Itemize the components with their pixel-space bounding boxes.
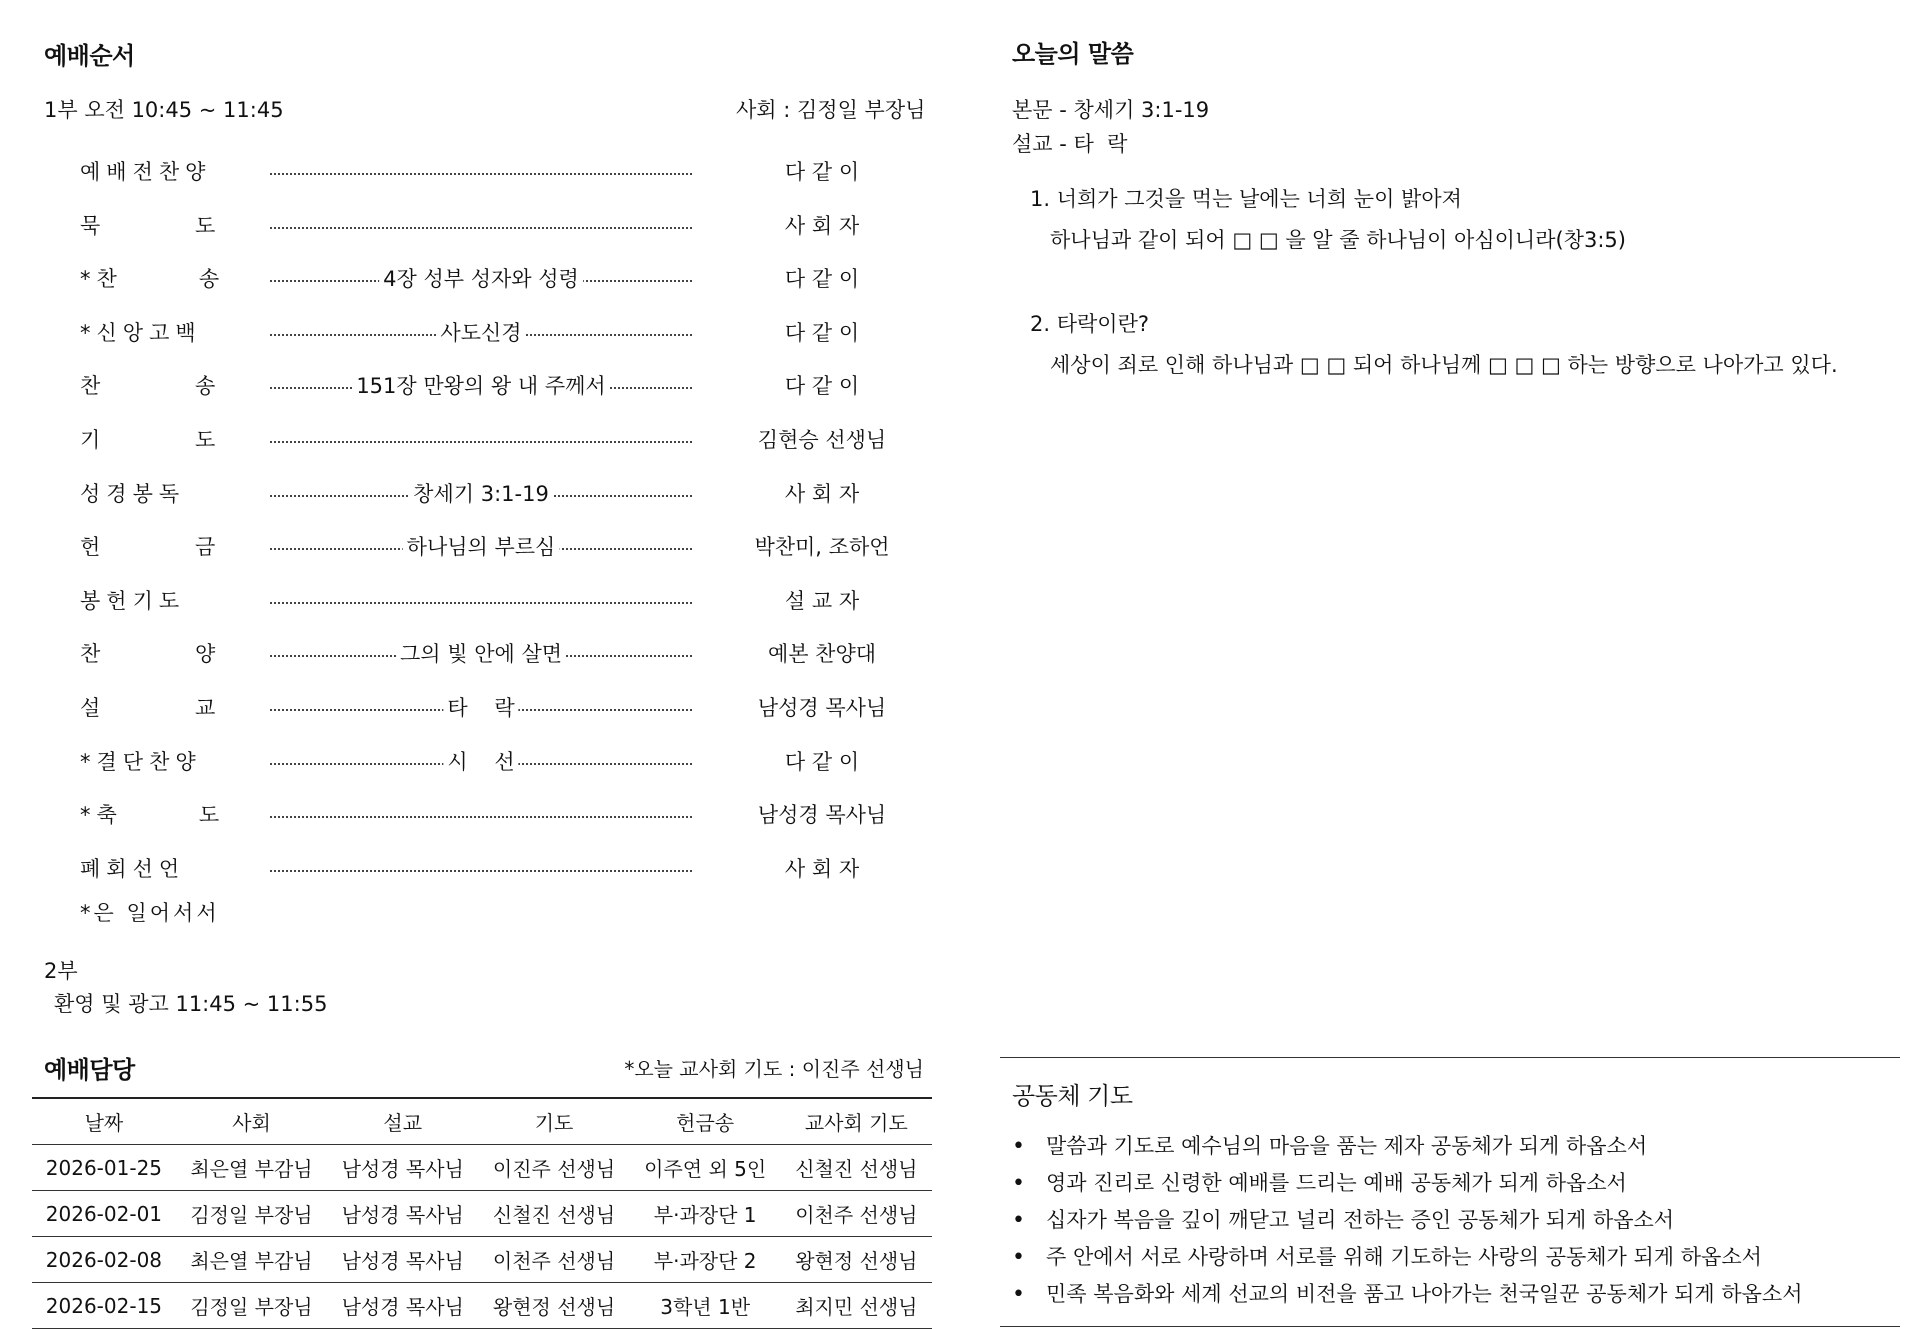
cell-teacher-prayer: 신철진 선생님 (795, 1157, 918, 1181)
question-2-blank-line: 세상이 죄로 인해 하나님과 □ □ 되어 하나님께 □ □ □ 하는 방향으로 나아가고 있다. (1050, 353, 1838, 377)
cell-offering-song: 부·과장단 1 (653, 1203, 757, 1227)
list-item: • 영과 진리로 신령한 예배를 드리는 예배 공동체가 되게 하옵소서 (1010, 1165, 1802, 1202)
order-item-name: 찬 송 (80, 374, 222, 399)
order-item-name: 폐회선언 (80, 856, 186, 881)
order-item-name: 찬 양 (80, 642, 222, 667)
order-row (80, 317, 940, 353)
dotted-leader (270, 585, 692, 615)
order-item-name: *축 도 (80, 803, 226, 828)
part2-detail: 환영 및 광고 11:45 ~ 11:55 (54, 992, 328, 1016)
order-row (80, 585, 940, 621)
cell-date: 2026-02-08 (45, 1247, 163, 1272)
part1-time: 1부 오전 10:45 ~ 11:45 (44, 98, 284, 122)
header-date: 날짜 (84, 1111, 124, 1135)
cell-prayer: 이진주 선생님 (492, 1157, 616, 1181)
scripture-text: 본문 - 창세기 3:1-19 (1012, 98, 1210, 122)
todays-word-title: 오늘의 말씀 (1012, 40, 1134, 68)
dotted-leader (270, 370, 692, 400)
question-2: 2. 타락이란? (1030, 312, 1150, 336)
cell-prayer: 신철진 선생님 (492, 1203, 616, 1227)
dotted-leader (270, 210, 692, 240)
order-row (80, 156, 940, 192)
list-item: • 민족 복음화와 세계 선교의 비전을 품고 나아가는 천국일꾼 공동체가 되게 하옵소서 (1010, 1276, 1802, 1313)
cell-sermon: 남성경 목사님 (341, 1249, 464, 1273)
cell-teacher-prayer: 이천주 선생님 (795, 1203, 918, 1227)
header-teacher-prayer: 교사회 기도 (804, 1111, 908, 1135)
header-offering-song: 헌금송 (676, 1111, 735, 1135)
order-item-person: 사 회 자 (784, 213, 860, 238)
order-row (80, 531, 940, 567)
order-item-name: 성경봉독 (80, 481, 186, 506)
cell-offering-song: 3학년 1반 (660, 1295, 751, 1319)
cell-date: 2026-02-01 (45, 1201, 163, 1226)
header-leader: 사회 (232, 1111, 271, 1135)
cell-leader: 최은열 부감님 (190, 1157, 313, 1181)
table-row (32, 1191, 932, 1237)
list-item: • 주 안에서 서로 사랑하며 서로를 위해 기도하는 사랑의 공동체가 되게 하옵소서 (1010, 1239, 1802, 1276)
service-duty-title: 예배담당 (44, 1056, 135, 1084)
order-item-detail: 타 락 (443, 692, 518, 722)
order-item-person: 다 같 이 (784, 749, 860, 774)
table-row (32, 1237, 932, 1283)
order-item-name: 예배전찬양 (80, 160, 212, 184)
order-row (80, 853, 940, 889)
dotted-leader (270, 263, 692, 293)
order-row (80, 424, 940, 460)
order-item-person: 김현승 선생님 (757, 428, 887, 452)
service-leader: 사회 : 김정일 부장님 (736, 98, 926, 122)
worship-order-title: 예배순서 (44, 42, 135, 70)
community-prayer-title: 공동체 기도 (1012, 1082, 1133, 1110)
order-item-person: 설 교 자 (784, 588, 860, 613)
community-prayer-top-rule (1000, 1057, 1900, 1058)
community-prayer-list (1010, 1128, 1802, 1313)
list-item: • 말씀과 기도로 예수님의 마음을 품는 제자 공동체가 되게 하옵소서 (1010, 1128, 1802, 1165)
order-row (80, 370, 940, 406)
order-item-person: 남성경 목사님 (757, 696, 887, 720)
standing-note: *은 일어서서 (80, 901, 220, 925)
cell-prayer: 왕현정 선생님 (492, 1295, 616, 1319)
order-row (80, 210, 940, 246)
order-row (80, 638, 940, 674)
order-item-name: 설 교 (80, 696, 222, 720)
table-row (32, 1145, 932, 1191)
cell-teacher-prayer: 왕현정 선생님 (795, 1249, 918, 1273)
order-row (80, 692, 940, 728)
dotted-leader (270, 156, 692, 186)
cell-offering-song: 이주연 외 5인 (644, 1157, 767, 1181)
question-1: 1. 너희가 그것을 먹는 날에는 너희 눈이 밝아져 (1030, 187, 1462, 211)
order-item-detail: 창세기 3:1-19 (409, 478, 553, 508)
cell-date: 2026-02-15 (45, 1293, 163, 1318)
order-item-name: *신앙고백 (80, 320, 202, 345)
order-row (80, 799, 940, 835)
part2-label: 2부 (44, 959, 78, 983)
dotted-leader (270, 799, 692, 829)
table-header-row (32, 1098, 932, 1145)
dotted-leader (270, 424, 692, 454)
order-item-detail: 그의 빛 안에 살면 (396, 638, 566, 668)
order-item-person: 예본 찬양대 (767, 642, 877, 667)
cell-leader: 최은열 부감님 (190, 1249, 313, 1273)
cell-leader: 김정일 부장님 (190, 1203, 313, 1227)
dotted-leader (270, 478, 692, 508)
order-row (80, 478, 940, 514)
dotted-leader (270, 746, 692, 776)
teacher-prayer-note: *오늘 교사회 기도 : 이진주 선생님 (624, 1057, 924, 1081)
question-1-blank-line: 하나님과 같이 되어 □ □ 을 알 줄 하나님이 아심이니라(창3:5) (1050, 228, 1626, 252)
cell-prayer: 이천주 선생님 (492, 1249, 616, 1273)
cell-date: 2026-01-25 (45, 1155, 163, 1180)
community-prayer-bottom-rule (1000, 1326, 1900, 1327)
order-item-person: 사 회 자 (784, 481, 860, 506)
dotted-leader (270, 853, 692, 883)
order-item-person: 다 같 이 (784, 374, 860, 399)
order-item-person: 박찬미, 조하언 (754, 535, 890, 560)
cell-teacher-prayer: 최지민 선생님 (795, 1295, 918, 1319)
order-item-detail: 사도신경 (436, 317, 525, 347)
cell-sermon: 남성경 목사님 (341, 1157, 464, 1181)
dotted-leader (270, 317, 692, 347)
cell-sermon: 남성경 목사님 (341, 1295, 464, 1319)
order-item-person: 다 같 이 (784, 267, 860, 292)
order-item-person: 다 같 이 (784, 160, 860, 184)
order-item-name: 봉헌기도 (80, 588, 186, 613)
order-item-detail: 시 선 (443, 746, 518, 776)
dotted-leader (270, 531, 692, 561)
header-sermon: 설교 (383, 1111, 423, 1135)
dotted-leader (270, 638, 692, 668)
cell-offering-song: 부·과장단 2 (653, 1249, 757, 1273)
cell-leader: 김정일 부장님 (190, 1295, 313, 1319)
header-prayer: 기도 (534, 1111, 574, 1135)
sermon-title: 설교 - 타 락 (1012, 132, 1128, 156)
order-item-person: 사 회 자 (784, 856, 860, 881)
order-item-person: 남성경 목사님 (757, 803, 887, 828)
service-duty-table (32, 1097, 932, 1329)
order-row (80, 746, 940, 782)
order-row (80, 263, 940, 299)
order-item-name: 헌 금 (80, 535, 222, 560)
order-item-person: 다 같 이 (784, 320, 860, 345)
order-item-detail: 하나님의 부르심 (403, 531, 560, 561)
order-item-detail: 151장 만왕의 왕 내 주께서 (352, 370, 609, 400)
order-item-name: 묵 도 (80, 213, 222, 238)
list-item: • 십자가 복음을 깊이 깨닫고 널리 전하는 증인 공동체가 되게 하옵소서 (1010, 1202, 1802, 1239)
cell-sermon: 남성경 목사님 (341, 1203, 464, 1227)
order-item-detail: 4장 성부 성자와 성령 (379, 263, 583, 293)
order-item-name: 기 도 (80, 428, 222, 452)
order-item-name: *결단찬양 (80, 749, 202, 774)
table-row (32, 1283, 932, 1329)
dotted-leader (270, 692, 692, 722)
order-item-name: *찬 송 (80, 267, 226, 292)
